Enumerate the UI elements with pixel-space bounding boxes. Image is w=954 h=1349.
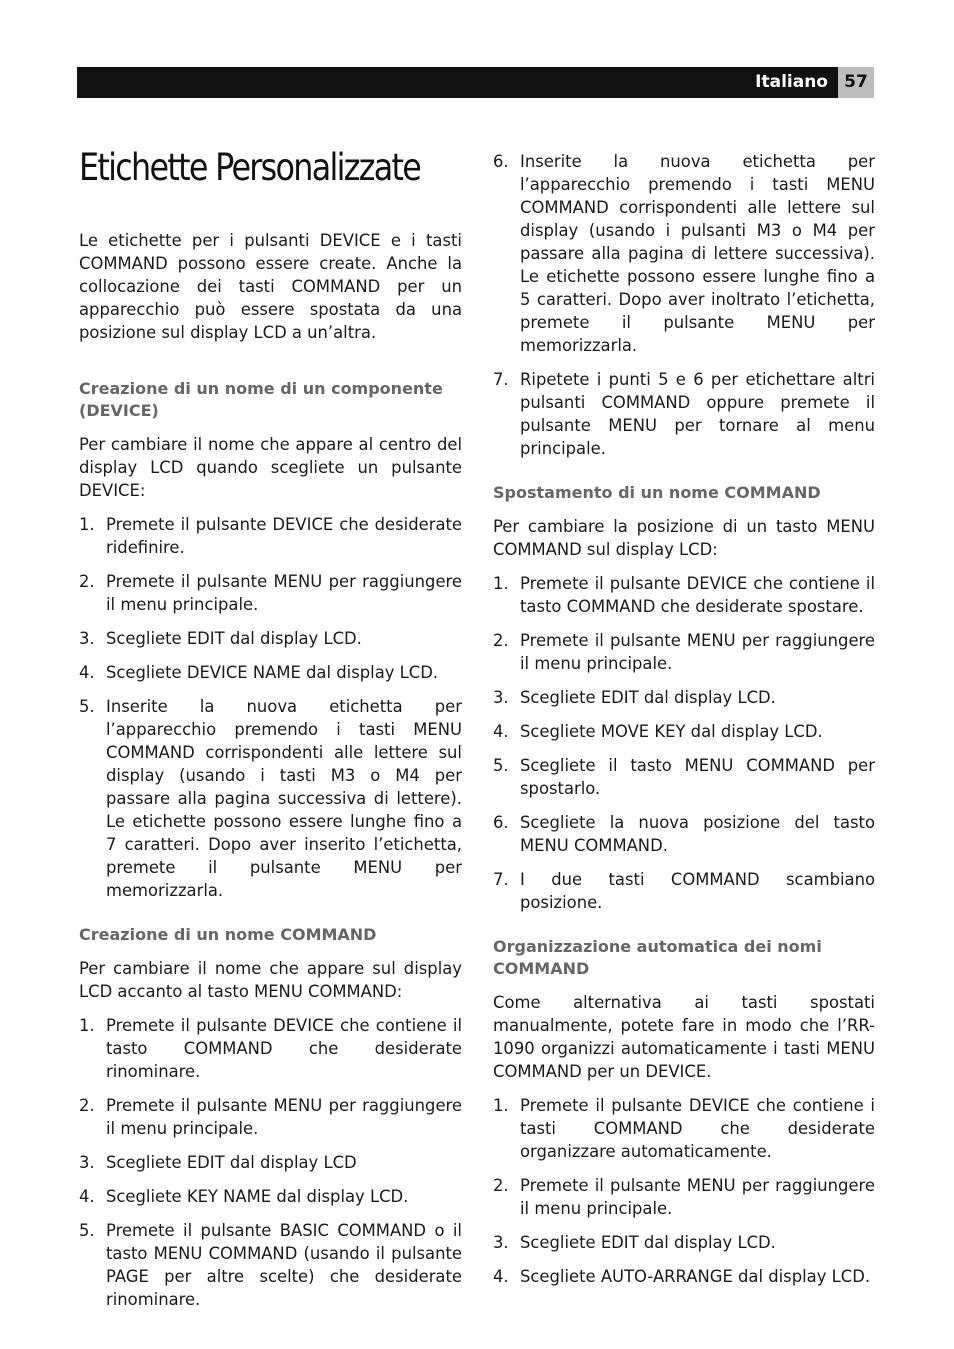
section-heading-device-name: Creazione di un nome di un componente (DEVICE) xyxy=(79,379,443,420)
list-item: 1. Premete il pulsante DEVICE che contiene il tasto COMMAND che desiderate spostare. xyxy=(493,574,875,616)
list-item: 2. Premete il pulsante MENU per raggiungere il menu principale. xyxy=(493,631,875,673)
list-item: 4. Scegliete KEY NAME dal display LCD. xyxy=(79,1187,409,1206)
list-item: 3. Scegliete EDIT dal display LCD. xyxy=(493,688,776,707)
section-heading-command-name: Creazione di un nome COMMAND xyxy=(79,925,377,944)
list-item: 5. Premete il pulsante BASIC COMMAND o il tasto MENU COMMAND (usando il pulsante PAGE per altre scelte) che desiderate rinominare. xyxy=(79,1221,462,1309)
header-language: Italiano xyxy=(755,72,828,92)
intro-paragraph: Le etichette per i pulsanti DEVICE e i tasti COMMAND possono essere create. Anche la collocazione dei tasti COMMAND per un apparecchio può essere spostata da una posizione sul display LCD a un’altra. xyxy=(79,231,462,342)
section-lead: Per cambiare la posizione di un tasto MENU COMMAND sul display LCD: xyxy=(493,517,875,559)
list-item: 4. Scegliete AUTO-ARRANGE dal display LCD. xyxy=(493,1267,871,1286)
steps-list-auto-arrange xyxy=(493,1094,875,1288)
list-item: 5. Scegliete il tasto MENU COMMAND per spostarlo. xyxy=(493,756,875,798)
section-heading-auto-arrange: Organizzazione automatica dei nomi COMMAND xyxy=(493,937,822,978)
section-lead: Come alternativa ai tasti spostati manualmente, potete fare in modo che l’RR-1090 organizzi automaticamente i tasti MENU COMMAND per un DEVICE. xyxy=(493,993,875,1081)
page-number: 57 xyxy=(838,67,874,98)
list-item: 1. Premete il pulsante DEVICE che desiderate ridefinire. xyxy=(79,515,462,557)
steps-list-device-name xyxy=(79,513,462,902)
section-heading-move-command: Spostamento di un nome COMMAND xyxy=(493,483,821,502)
left-column xyxy=(79,229,462,1333)
list-item: 1. Premete il pulsante DEVICE che contiene il tasto COMMAND che desiderate rinominare. xyxy=(79,1016,462,1081)
list-item: 7. I due tasti COMMAND scambiano posizione. xyxy=(493,870,875,912)
page-header-bar xyxy=(77,67,874,98)
list-item: 4. Scegliete MOVE KEY dal display LCD. xyxy=(493,722,823,741)
list-item: 7. Ripetete i punti 5 e 6 per etichettare altri pulsanti COMMAND oppure premete il pulsante MENU per tornare al menu principale. xyxy=(493,370,875,458)
section-lead: Per cambiare il nome che appare al centro del display LCD quando scegliete un pulsante DEVICE: xyxy=(79,435,462,500)
list-item: 4. Scegliete DEVICE NAME dal display LCD. xyxy=(79,663,439,682)
page-title: Etichette Personalizzate xyxy=(79,146,421,189)
steps-list-command-name xyxy=(79,1014,462,1311)
list-item: 3. Scegliete EDIT dal display LCD. xyxy=(79,629,362,648)
list-item: 3. Scegliete EDIT dal display LCD. xyxy=(493,1233,776,1252)
list-item: 3. Scegliete EDIT dal display LCD xyxy=(79,1153,357,1172)
steps-list-move-command xyxy=(493,572,875,914)
list-item: 6. Scegliete la nuova posizione del tasto MENU COMMAND. xyxy=(493,813,875,855)
section-lead: Per cambiare il nome che appare sul display LCD accanto al tasto MENU COMMAND: xyxy=(79,959,462,1001)
list-item: 6. Inserite la nuova etichetta per l’apparecchio premendo i tasti MENU COMMAND corrispondenti alle lettere sul display (usando i pulsanti M3 o M4 per passare alla pagina di lettere successiva). Le etichette possono essere lunghe fino a 5 caratteri. Dopo aver inoltrato l’etichetta, premete il pulsante MENU per memorizzarla. xyxy=(493,152,875,355)
list-item: 1. Premete il pulsante DEVICE che contiene i tasti COMMAND che desiderate organizzare automaticamente. xyxy=(493,1096,875,1161)
list-item: 2. Premete il pulsante MENU per raggiungere il menu principale. xyxy=(493,1176,875,1218)
list-item: 5. Inserite la nuova etichetta per l’apparecchio premendo i tasti MENU COMMAND corrispondenti alle lettere sul display (usando i tasti M3 o M4 per passare alla pagina successiva di lettere). Le etichette possono essere lunghe fino a 7 caratteri. Dopo aver inserito l’etichetta, premete il pulsante MENU per memorizzarla. xyxy=(79,697,462,900)
right-column xyxy=(493,150,875,1310)
list-item: 2. Premete il pulsante MENU per raggiungere il menu principale. xyxy=(79,1096,462,1138)
steps-list-command-name-continued xyxy=(493,150,875,460)
list-item: 2. Premete il pulsante MENU per raggiungere il menu principale. xyxy=(79,572,462,614)
